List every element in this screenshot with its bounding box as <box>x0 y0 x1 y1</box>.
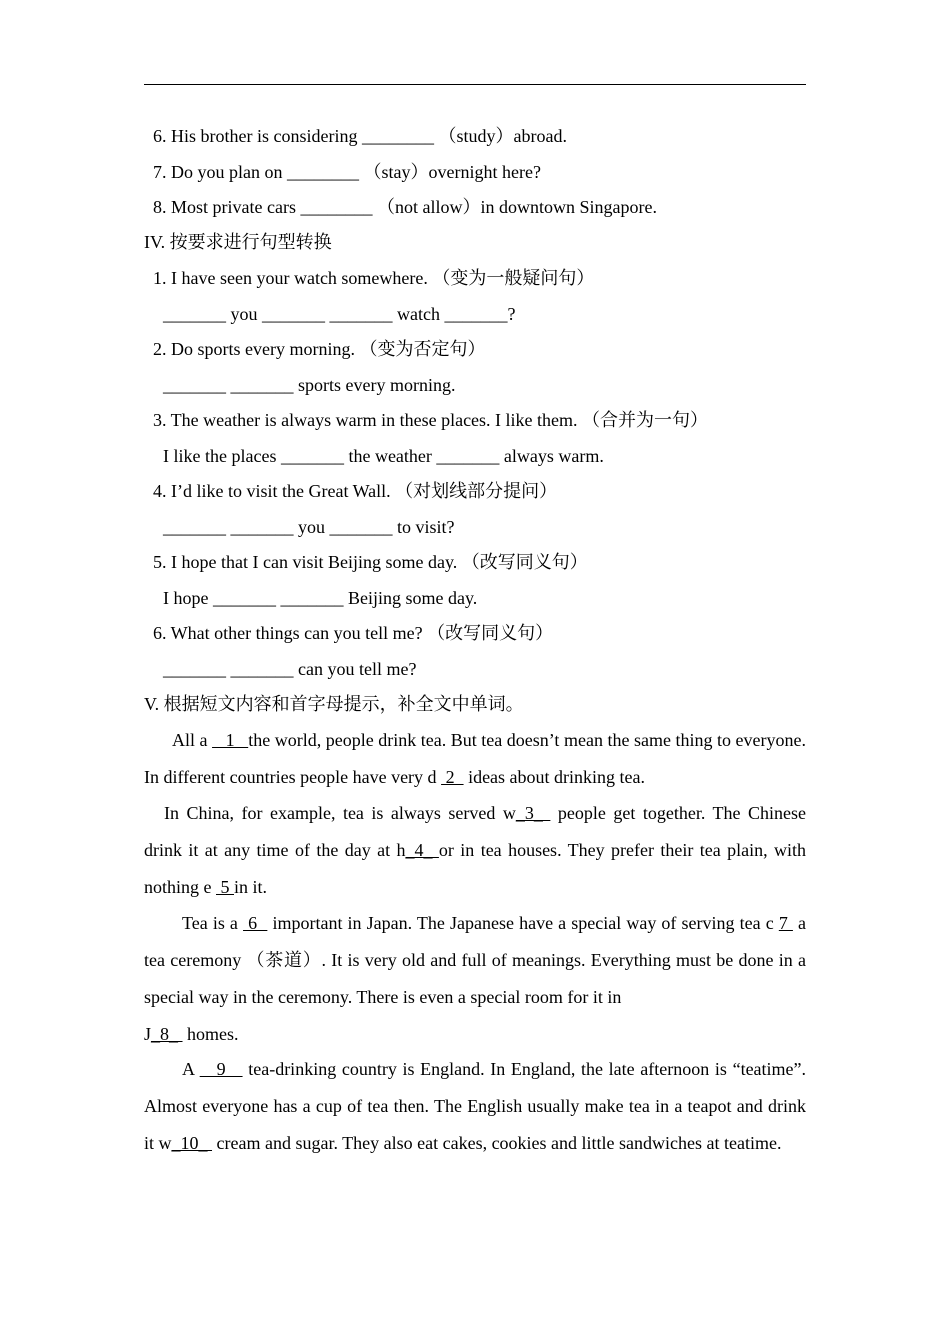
blank-2: 2 <box>441 767 464 787</box>
blank-8: _8_ <box>151 1024 183 1044</box>
exercise-item-7: 7. Do you plan on ________ （stay）overnight here? <box>153 162 541 182</box>
answer-line: _______ _______ sports every morning. <box>163 375 456 395</box>
question: 2. Do sports every morning. （变为否定句） <box>153 339 486 359</box>
passage-paragraph-4: A 9 tea-drinking country is England. In England, the late afternoon is “teatime”. Almost everyone has a cup of tea then. The English usually make tea in a teapot and drink it w_10_ cream and sugar. They also eat cakes, cookies and little sandwiches at teatime. <box>144 1059 807 1153</box>
question: 6. What other things can you tell me? （改写同义句） <box>153 623 554 643</box>
blank-10: _10_ <box>171 1133 213 1153</box>
header-rule <box>144 84 806 85</box>
answer-line: _______ _______ can you tell me? <box>163 659 417 679</box>
question: 1. I have seen your watch somewhere. （变为一般疑问句） <box>153 268 595 288</box>
blank-5: 5 <box>216 877 234 897</box>
question: 4. I’d like to visit the Great Wall. （对划线部分提问） <box>153 481 558 501</box>
answer-line: I hope _______ _______ Beijing some day. <box>163 588 478 608</box>
blank-7: 7 <box>778 913 793 933</box>
section-heading: V. 根据短文内容和首字母提示，补全文中单词。 <box>144 694 524 714</box>
blank-1: 1 <box>212 730 249 750</box>
answer-line: I like the places _______ the weather _______ always warm. <box>163 446 604 466</box>
blank-3: _3_ <box>515 803 551 823</box>
exercise-item-8: 8. Most private cars ________ （not allow）in downtown Singapore. <box>153 197 657 217</box>
blank-4: _4_ <box>405 840 439 860</box>
question: 3. The weather is always warm in these places. I like them. （合并为一句） <box>153 410 709 430</box>
passage-paragraph-1: All a 1 the world, people drink tea. But tea doesn’t mean the same thing to everyone. In different countries people have very d 2 ideas about drinking tea. <box>144 730 806 787</box>
section-heading: IV. 按要求进行句型转换 <box>144 232 332 252</box>
question: 5. I hope that I can visit Beijing some day. （改写同义句） <box>153 552 588 572</box>
blank-6: 6 <box>243 913 268 933</box>
exercise-item-6: 6. His brother is considering ________ （study）abroad. <box>153 126 567 146</box>
answer-line: _______ you _______ _______ watch _______? <box>163 304 516 324</box>
answer-line: _______ _______ you _______ to visit? <box>163 517 455 537</box>
passage-paragraph-3: Tea is a 6 important in Japan. The Japanese have a special way of serving tea c 7 a tea ceremony （茶道）. It is very old and full of meanings. Everything must be done in a special way in the ceremony. There is even a special room for it in J_8_ homes. <box>144 913 807 1044</box>
passage-paragraph-2: In China, for example, tea is always served w_3_ people get together. The Chinese drink it at any time of the day at h_4_ or in tea houses. They prefer their tea plain, with nothing e 5 in it. <box>144 803 807 897</box>
blank-9: 9 <box>199 1059 243 1079</box>
